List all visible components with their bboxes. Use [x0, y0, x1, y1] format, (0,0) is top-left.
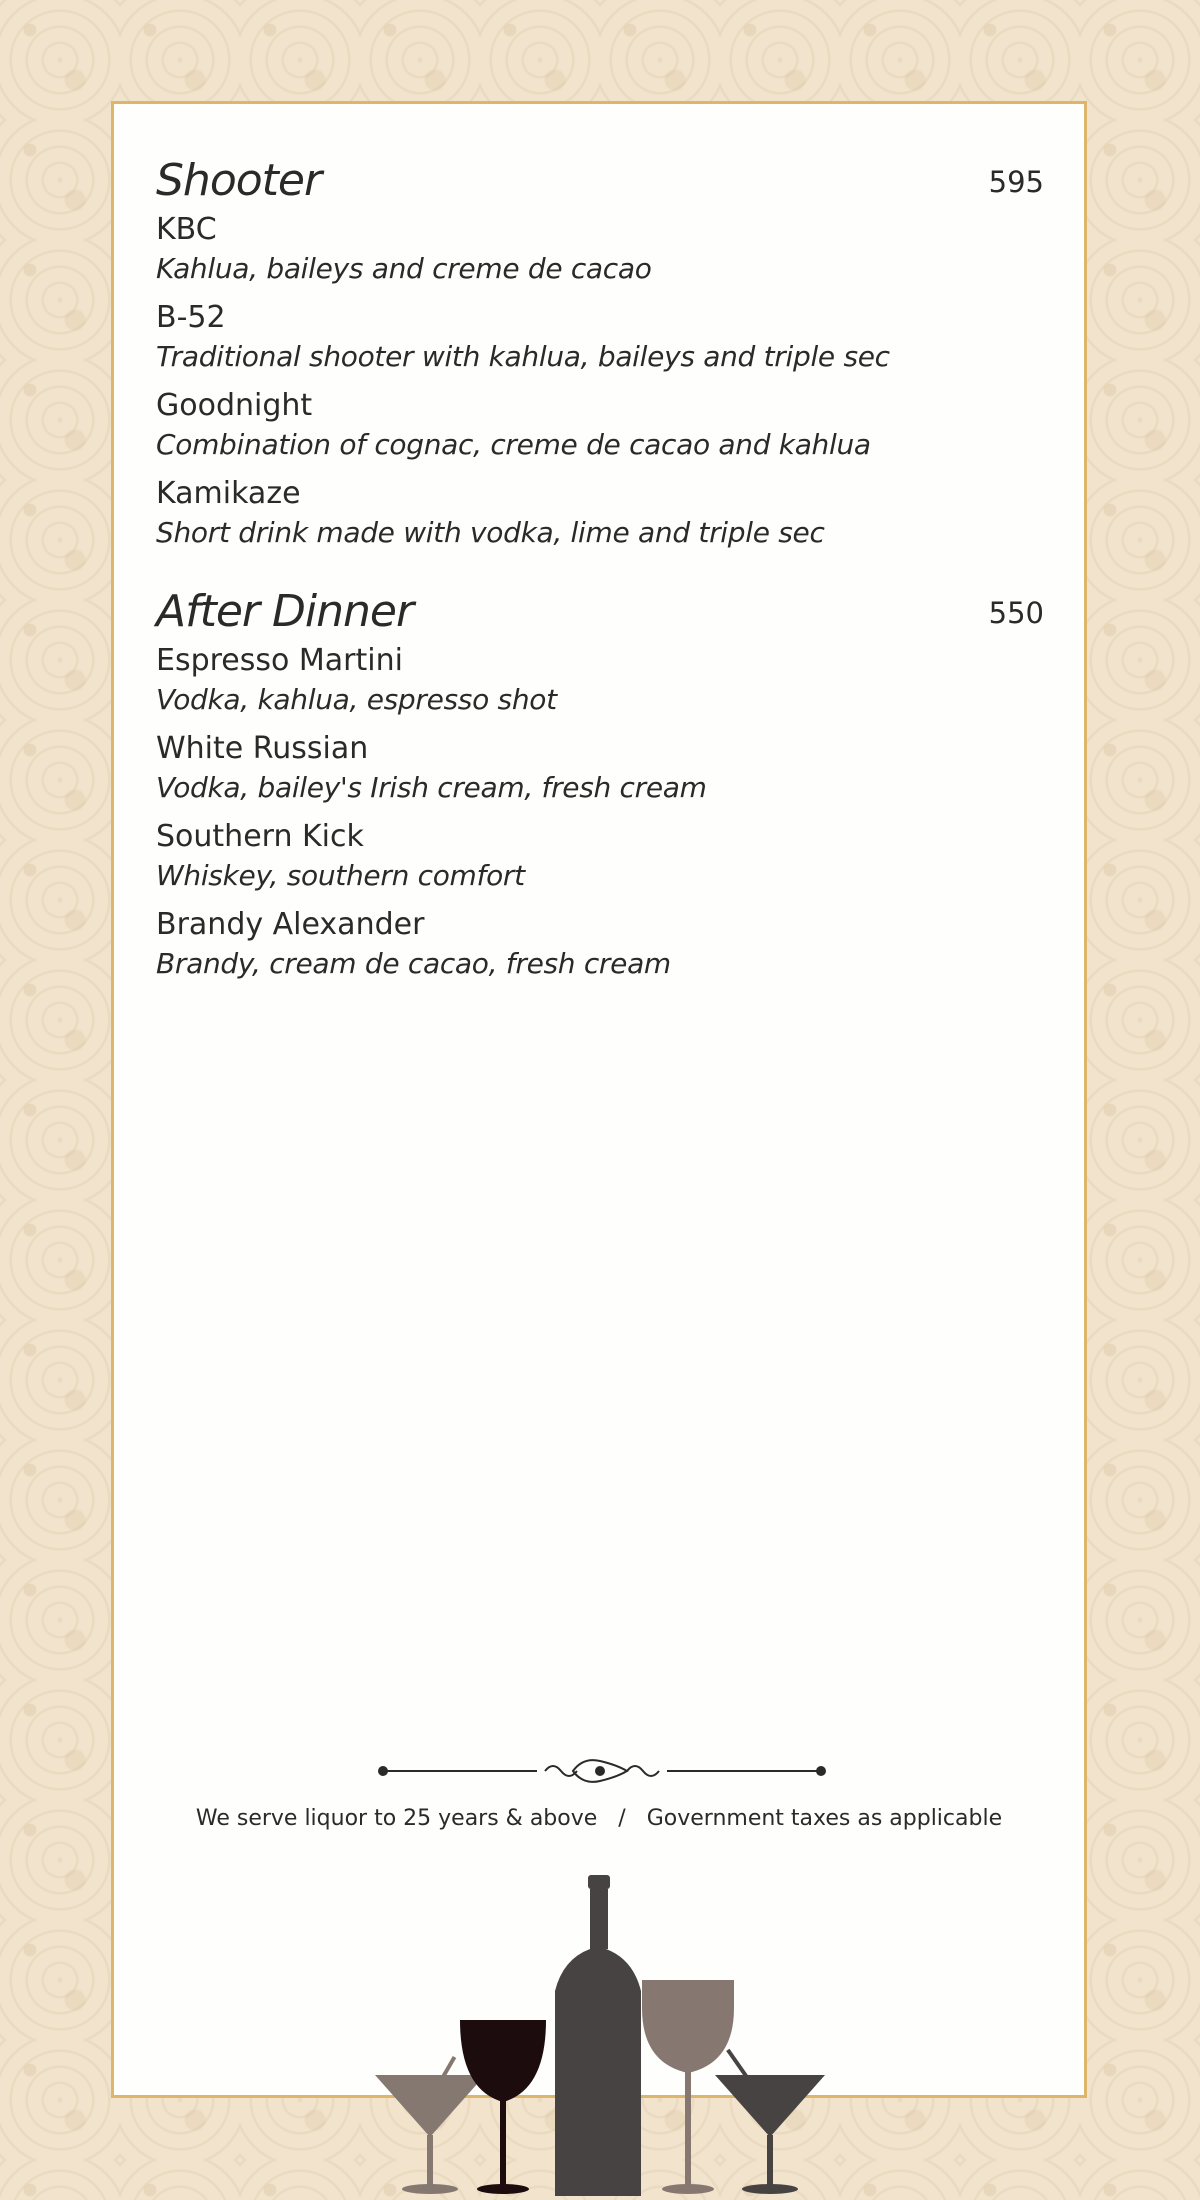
- menu-item: [156, 817, 1044, 895]
- item-description: Vodka, kahlua, espresso shot: [156, 683, 557, 716]
- menu-item: [156, 641, 1044, 719]
- item-name: B-52: [156, 300, 226, 335]
- menu-item: [156, 905, 1044, 983]
- wine-glass-icon: [460, 2020, 546, 2194]
- glassware-illustration: [370, 1875, 830, 2200]
- age-notice: We serve liquor to 25 years & above: [195, 1806, 598, 1831]
- item-description: Short drink made with vodka, lime and triple sec: [156, 516, 825, 549]
- ornamental-divider-icon: [377, 1756, 827, 1786]
- item-name: Southern Kick: [156, 819, 364, 854]
- item-name: Brandy Alexander: [156, 907, 425, 942]
- section-title: Shooter: [156, 155, 322, 206]
- bottle-icon: [555, 1875, 641, 2196]
- item-name: Espresso Martini: [156, 643, 403, 678]
- item-name: Kamikaze: [156, 476, 301, 511]
- menu-item: [156, 210, 1044, 288]
- martini-glass-icon: [375, 2056, 485, 2194]
- item-description: Whiskey, southern comfort: [156, 859, 525, 892]
- menu-item: [156, 729, 1044, 807]
- section-price: 550: [988, 596, 1044, 630]
- martini-glass-icon: [715, 2049, 825, 2194]
- item-name: White Russian: [156, 731, 369, 766]
- section-title: After Dinner: [156, 586, 414, 637]
- item-name: KBC: [156, 212, 217, 247]
- section-after-dinner: [156, 585, 1044, 983]
- item-description: Kahlua, baileys and creme de cacao: [156, 252, 652, 285]
- notice-separator: /: [618, 1806, 626, 1831]
- section-shooter: [156, 154, 1044, 552]
- menu-item: [156, 386, 1044, 464]
- menu-item: [156, 298, 1044, 376]
- item-description: Combination of cognac, creme de cacao and kahlua: [156, 428, 871, 461]
- item-name: Goodnight: [156, 388, 313, 423]
- menu-item: [156, 474, 1044, 552]
- item-description: Brandy, cream de cacao, fresh cream: [156, 947, 671, 980]
- section-price: 595: [988, 165, 1044, 199]
- item-description: Vodka, bailey's Irish cream, fresh cream: [156, 771, 707, 804]
- item-description: Traditional shooter with kahlua, baileys and triple sec: [156, 340, 890, 373]
- goblet-icon: [642, 1980, 734, 2194]
- footer-notice: [114, 1804, 1084, 1834]
- tax-notice: Government taxes as applicable: [646, 1806, 1003, 1831]
- menu-card: [111, 101, 1087, 2098]
